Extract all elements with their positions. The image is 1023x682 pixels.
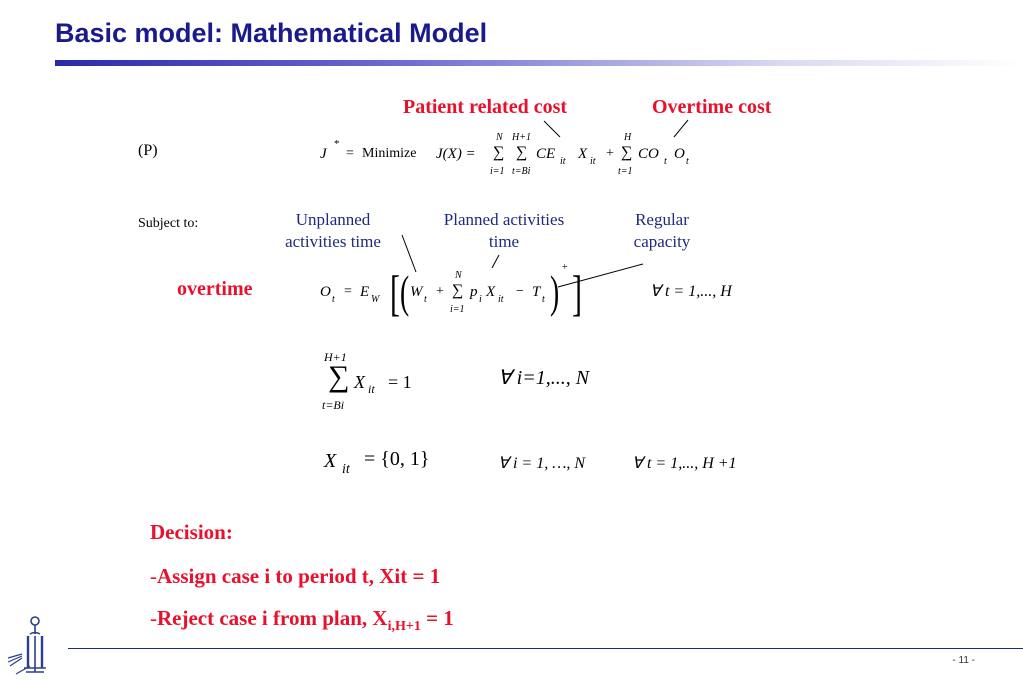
c1-bracket-left: [: [390, 265, 400, 321]
obj-sum3: ∑: [621, 144, 633, 161]
decision-line-1: [150, 564, 440, 589]
university-logo-icon: [4, 612, 52, 678]
c1-bracket-right: ]: [572, 265, 582, 321]
obj-x-sub: it: [590, 156, 596, 167]
c2-sum-top: H+1: [324, 350, 347, 364]
obj-sum2-bot: t=Bi: [512, 166, 531, 177]
c1-w: W: [410, 284, 423, 300]
obj-o-sub: t: [686, 156, 689, 167]
c1-paren-right: ): [550, 266, 560, 317]
c1-sum: ∑: [452, 282, 464, 299]
page-number: - 11 -: [952, 655, 975, 666]
regular-line2: capacity: [633, 232, 691, 251]
c3-forall-t: ∀ t = 1,..., H +1: [632, 455, 737, 472]
c2-sum-bot: t=Bi: [322, 398, 345, 412]
c1-o: O: [320, 284, 331, 300]
obj-co: CO: [638, 146, 659, 162]
c3-eq: = {0, 1}: [364, 448, 430, 470]
decision-line-1-dash: -: [150, 564, 157, 588]
unplanned-line1: Unplanned: [295, 210, 371, 229]
c1-o-sub: t: [332, 294, 335, 305]
c1-sum-bot: i=1: [450, 304, 465, 315]
planned-label: [424, 209, 584, 253]
c1-paren-left: (: [400, 266, 410, 317]
overtime-cost-pointer: [674, 120, 688, 137]
c3-x: X: [324, 450, 337, 472]
c1-t-sub: t: [542, 294, 545, 305]
c1-e-sub: W: [371, 294, 380, 305]
decision-line-2-dash: -: [150, 606, 157, 630]
c1-eq: =: [344, 284, 352, 299]
c1-x: X: [486, 284, 496, 300]
obj-sum2: ∑: [516, 144, 528, 161]
c2-sum: ∑: [328, 360, 350, 393]
c2-eq: = 1: [388, 372, 412, 392]
planned-line1: Planned activities: [443, 210, 565, 229]
planned-line2: time: [488, 232, 520, 251]
decision-line-2-text: Reject case i from plan, X: [157, 606, 388, 630]
footer-rule: [68, 648, 1023, 649]
obj-jx: J(X) =: [436, 146, 476, 162]
obj-sum1-top: N: [496, 132, 503, 143]
c1-plus: +: [436, 284, 444, 299]
overtime-cost-label: Overtime cost: [652, 96, 772, 118]
obj-eq: =: [346, 146, 354, 161]
problem-label: (P): [138, 142, 158, 159]
c1-sum-top: N: [455, 270, 462, 281]
obj-o: O: [674, 146, 685, 162]
patient-cost-pointer: [544, 121, 560, 137]
c1-x-sub: it: [498, 294, 504, 305]
obj-ce: CE: [536, 146, 556, 162]
binary-constraint: [324, 448, 444, 482]
c1-w-sub: t: [424, 294, 427, 305]
decision-line-2: [150, 606, 454, 635]
assignment-constraint: [322, 350, 442, 416]
c1-minus: −: [516, 284, 524, 299]
regular-label: [612, 209, 712, 253]
obj-sum1: ∑: [493, 144, 505, 161]
regular-line1: Regular: [635, 210, 689, 229]
c1-plus-sup: +: [562, 262, 568, 273]
obj-star: *: [334, 138, 340, 150]
obj-ce-sub: it: [560, 156, 566, 167]
c1-p-sub: i: [479, 294, 482, 305]
overtime-constraint: [320, 260, 620, 328]
slide-title: Basic model: Mathematical Model: [55, 18, 488, 48]
c1-p: p: [470, 284, 478, 300]
c1-t: T: [532, 284, 541, 300]
obj-sum3-bot: t=1: [618, 166, 633, 177]
obj-minimize: Minimize: [362, 146, 417, 161]
c1-forall: ∀ t = 1,..., H: [650, 283, 732, 300]
c2-x: X: [354, 372, 365, 392]
patient-cost-label: Patient related cost: [403, 96, 568, 118]
c2-x-sub: it: [368, 382, 375, 396]
decision-line-1-text: Assign case i to period t, Xit = 1: [157, 564, 441, 588]
decision-line-2-sub: i,H+1: [387, 619, 421, 635]
unplanned-line2: activities time: [285, 232, 381, 251]
decision-line-2-end: = 1: [420, 606, 454, 630]
subject-to-label: Subject to:: [138, 216, 199, 231]
obj-co-sub: t: [664, 156, 667, 167]
c3-forall-i: ∀ i = 1, …, N: [498, 455, 586, 472]
decision-heading: Decision:: [150, 520, 233, 544]
obj-sum1-bot: i=1: [490, 166, 505, 177]
obj-sum3-top: H: [624, 132, 632, 143]
obj-j: J: [320, 146, 327, 162]
obj-sum2-top: H+1: [512, 132, 531, 143]
overtime-label: overtime: [177, 278, 253, 300]
c2-forall: ∀ i=1,..., N: [498, 367, 590, 389]
c1-e: E: [360, 284, 370, 300]
obj-x: X: [578, 146, 588, 162]
unplanned-label: [268, 209, 398, 253]
c3-x-sub: it: [342, 462, 350, 477]
obj-plus: +: [606, 146, 614, 161]
